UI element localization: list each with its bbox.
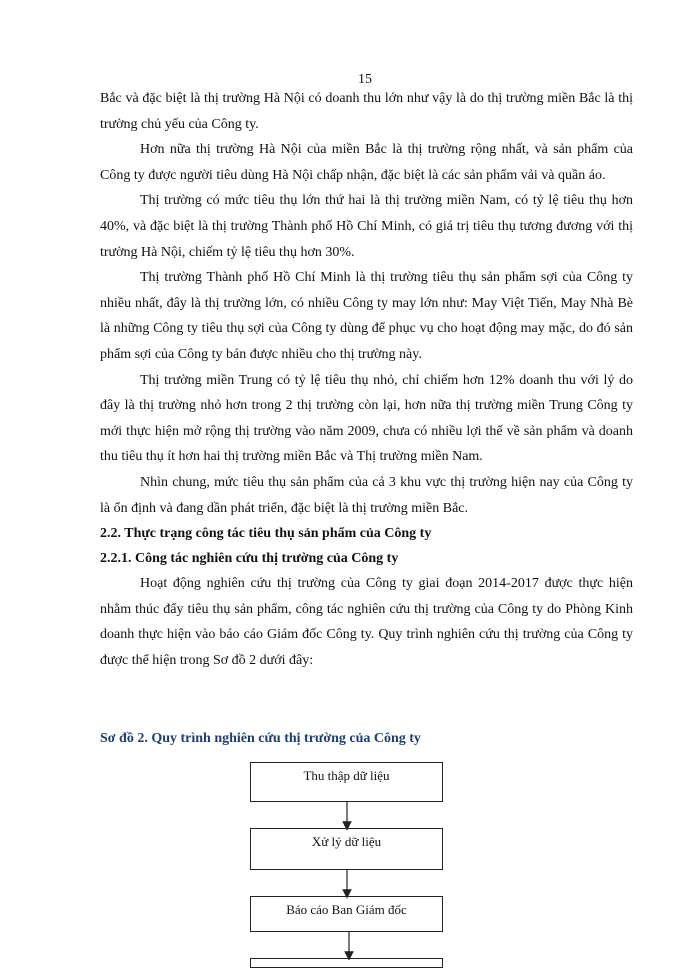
diagram-title: Sơ đồ 2. Quy trình nghiên cứu thị trường của Công ty xyxy=(100,731,421,746)
flow-step-label: Xử lý dữ liệu xyxy=(311,834,382,849)
flow-step-label: Báo cáo Ban Giám đốc xyxy=(286,902,407,917)
section-heading-2-2-1: 2.2.1. Công tác nghiên cứu thị trường của Công ty xyxy=(100,551,399,567)
paragraph-2: Hơn nữa thị trường Hà Nội của miền Bắc là thị trường rộng nhất, và sản phẩm của Công ty được người tiêu dùng Hà Nội chấp nhận, đặc biệt là các sản phẩm vải và quần áo. xyxy=(100,142,633,183)
paragraph-3: Thị trường có mức tiêu thụ lớn thứ hai là thị trường miền Nam, có tỷ lệ tiêu thụ hơn 40%, và đặc biệt là thị trường Thành phố Hồ Chí Minh, có giá trị tiêu thụ tương đương với thị trường Hà Nội, chiếm tỷ lệ tiêu thụ hơn 30%. xyxy=(100,193,633,260)
section-heading-2-2: 2.2. Thực trạng công tác tiêu thụ sản phẩm của Công ty xyxy=(100,526,432,542)
paragraph-6: Nhìn chung, mức tiêu thụ sản phẩm của cả 3 khu vực thị trường hiện nay của Công ty là ổn định và đang dần phát triển, đặc biệt là thị trường miền Bắc. xyxy=(100,474,633,516)
paragraph-1: Bắc và đặc biệt là thị trường Hà Nội có doanh thu lớn như vậy là do thị trường miền Bắc là thị trường chủ yếu của Công ty. xyxy=(100,91,633,132)
paragraph-research: Hoạt động nghiên cứu thị trường của Công ty giai đoạn 2014-2017 được thực hiện nhằm thúc đẩy tiêu thụ sản phẩm, công tác nghiên cứu thị trường của Công ty do Phòng Kinh doanh thực hiện vào báo cáo Giám đốc Công ty. Quy trình nghiên cứu thị trường của Công ty được thể hiện trong Sơ đồ 2 dưới đây: xyxy=(100,576,633,668)
flow-step-label: Thu thập dữ liệu xyxy=(303,768,390,783)
paragraph-5: Thị trường miền Trung có tỷ lệ tiêu thụ nhỏ, chỉ chiếm hơn 12% doanh thu với lý do đây là thị trường nhỏ hơn trong 2 thị trường còn lại, hơn nữa thị trường miền Trung Công ty mới thực hiện mở rộng thị trường vào năm 2009, chưa có nhiều lợi thế về sản phẩm và doanh thu tiêu thụ ít hơn hai thị trường miền Bắc và Thị trường miền Nam. xyxy=(100,372,633,465)
paragraph-4: Thị trường Thành phố Hồ Chí Minh là thị trường tiêu thụ sản phẩm sợi của Công ty nhiều nhất, đây là thị trường lớn, có nhiều Công ty may lớn như: May Việt Tiến, May Nhà Bè là những Công ty tiêu thụ sợi của Công ty dùng để phục vụ cho hoạt động may mặc, do đó sản phẩm sợi của Công ty bán được nhiều cho thị trường này. xyxy=(100,270,633,362)
page-number: 15 xyxy=(358,72,372,87)
